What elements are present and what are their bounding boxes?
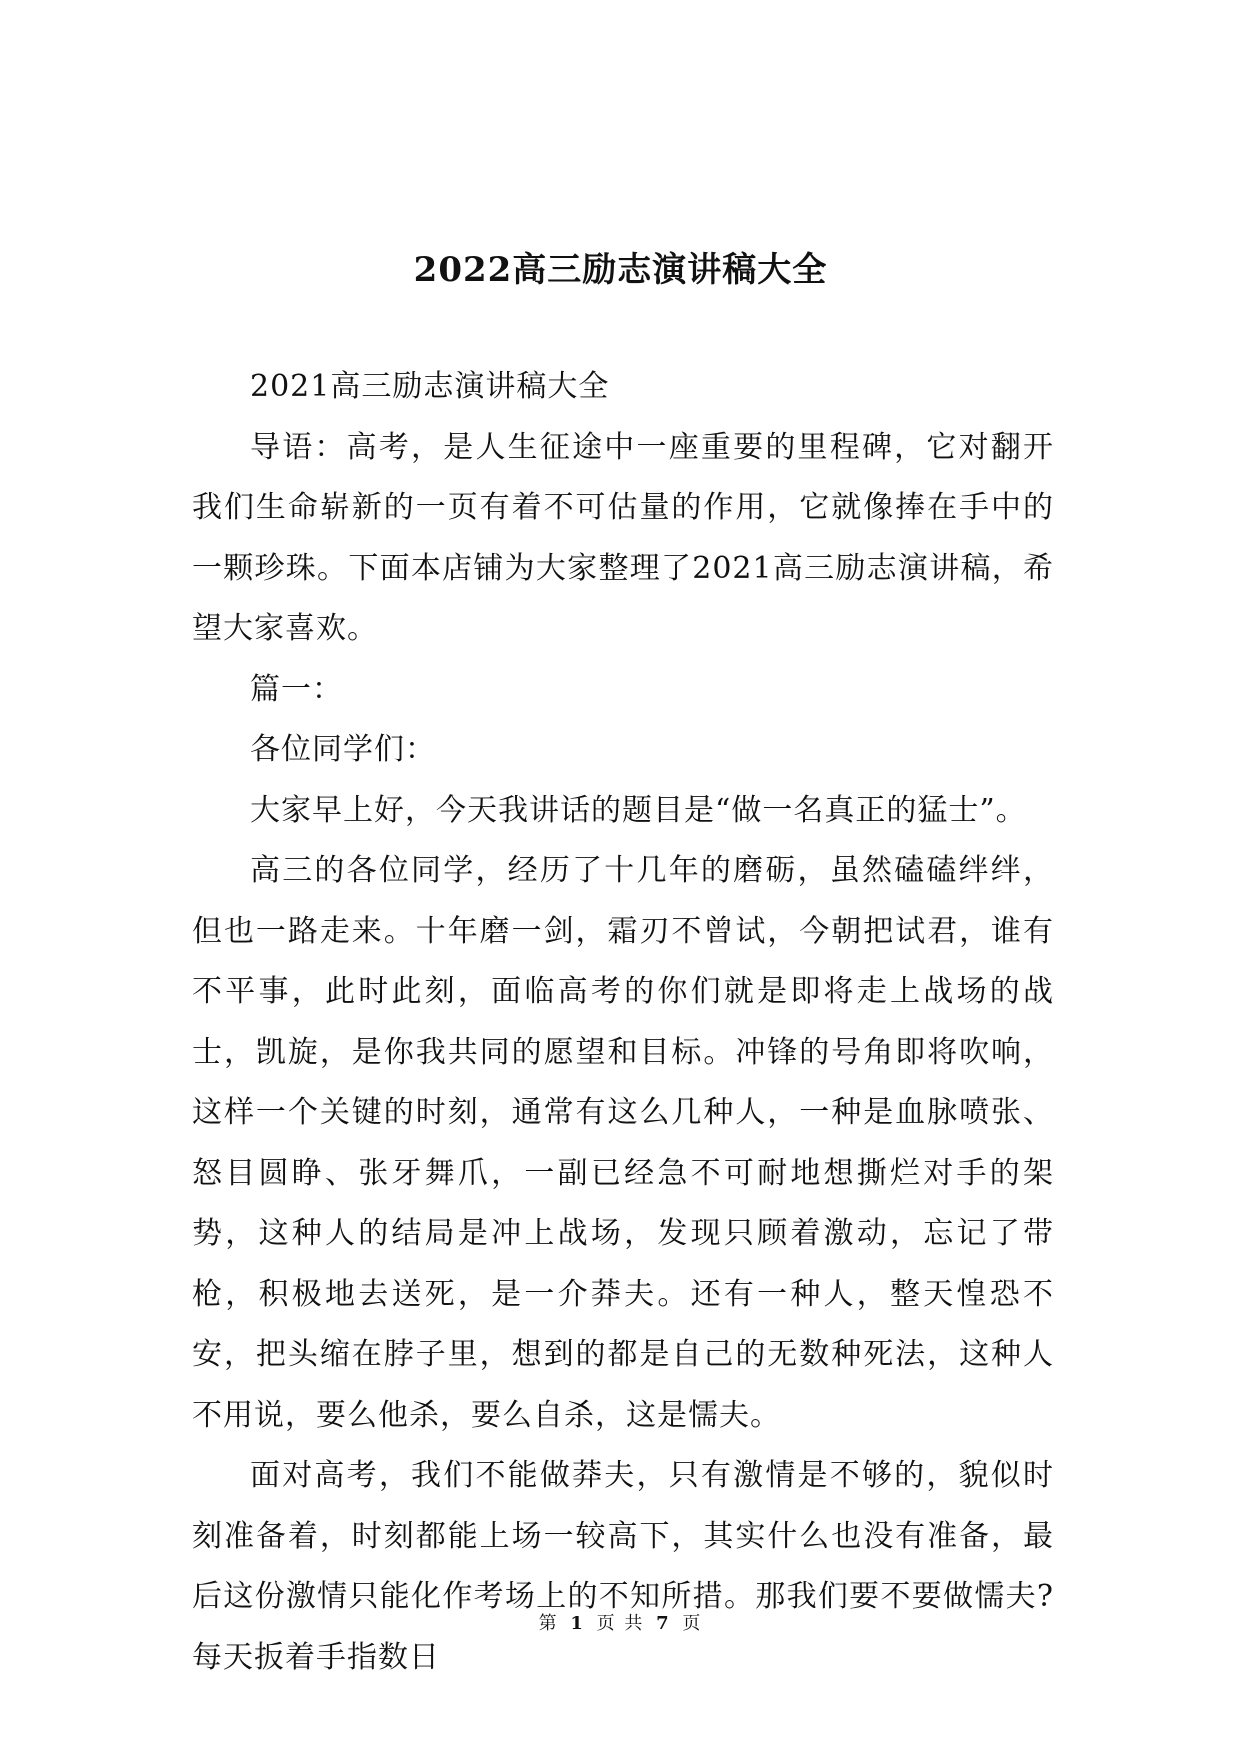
- paragraph-section-heading: 篇一：: [250, 671, 343, 707]
- paragraph-salutation: 各位同学们：: [250, 732, 436, 767]
- paragraph-greeting: 大家早上好，今天我讲话的题目是“做一名真正的猛士”。: [250, 792, 1027, 828]
- page-footer: [0, 1612, 1241, 1636]
- footer-suffix: 页: [682, 1613, 703, 1634]
- document-title: 2022高三励志演讲稿大全: [413, 249, 828, 290]
- paragraph-body-2: 面对高考，我们不能做莽夫，只有激情是不够的，貌似时刻准备着，时刻都能上场一较高下，其实什么也没有准备，最后这份激情只能化作考场上的不知所措。那我们要不要做懦夫?每天扳着手指数日: [192, 1458, 1054, 1675]
- total-pages: 7: [656, 1613, 671, 1634]
- footer-middle: 页 共: [596, 1613, 645, 1634]
- page-number: 1: [570, 1613, 585, 1634]
- document-body: [192, 357, 1054, 1688]
- paragraph-body-1: 高三的各位同学，经历了十几年的磨砺，虽然磕磕绊绊，但也一路走来。十年磨一剑，霜刃不曾试，今朝把试君，谁有不平事，此时此刻，面临高考的你们就是即将走上战场的战士，凯旋，是你我共同的愿望和目标。冲锋的号角即将吹响，这样一个关键的时刻，通常有这么几种人，一种是血脉喷张、怒目圆睁、张牙舞爪，一副已经急不可耐地想撕烂对手的架势，这种人的结局是冲上战场，发现只顾着激动，忘记了带枪，积极地去送死，是一介莽夫。还有一种人，整天惶恐不安，把头缩在脖子里，想到的都是自己的无数种死法，这种人不用说，要么他杀，要么自杀，这是懦夫。: [192, 853, 1054, 1433]
- footer-prefix: 第: [538, 1613, 559, 1634]
- paragraph-subtitle: 2021高三励志演讲稿大全: [250, 369, 610, 404]
- paragraph-intro: 导语：高考，是人生征途中一座重要的里程碑，它对翻开我们生命崭新的一页有着不可估量的作用，它就像捧在手中的一颗珍珠。下面本店铺为大家整理了2021高三励志演讲稿，希望大家喜欢。: [192, 429, 1054, 646]
